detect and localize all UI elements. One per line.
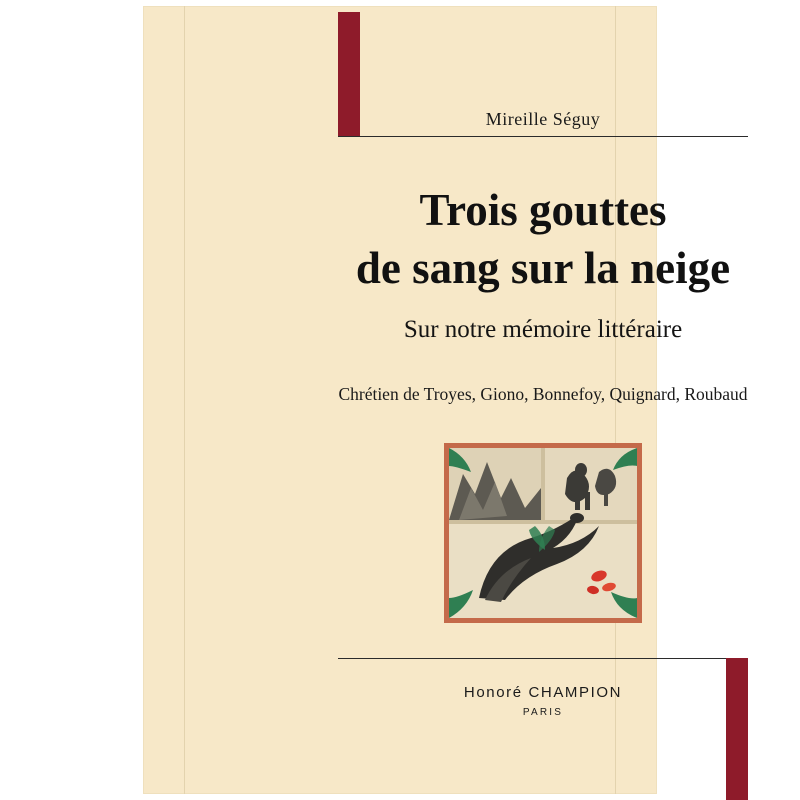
book-title-line-1: Trois gouttes xyxy=(419,185,667,235)
book-subtitle: Sur notre mémoire littéraire xyxy=(403,316,683,343)
book-corpus-list: Chrétien de Troyes, Giono, Bonnefoy, Quignard, Roubaud xyxy=(338,384,748,404)
publisher-city: PARIS xyxy=(522,707,564,718)
author-name: Mireille Séguy xyxy=(485,109,601,129)
publisher-name: Honoré CHAMPION xyxy=(463,684,623,701)
rule-bottom xyxy=(338,658,748,659)
book-cover xyxy=(143,6,748,794)
book-title-line-2: de sang sur la neige xyxy=(355,242,731,293)
book-title xyxy=(308,182,778,297)
decorative-bar-bottom xyxy=(726,658,748,800)
bird-and-snow-woodcut-icon xyxy=(444,443,642,623)
rule-top xyxy=(338,136,748,137)
